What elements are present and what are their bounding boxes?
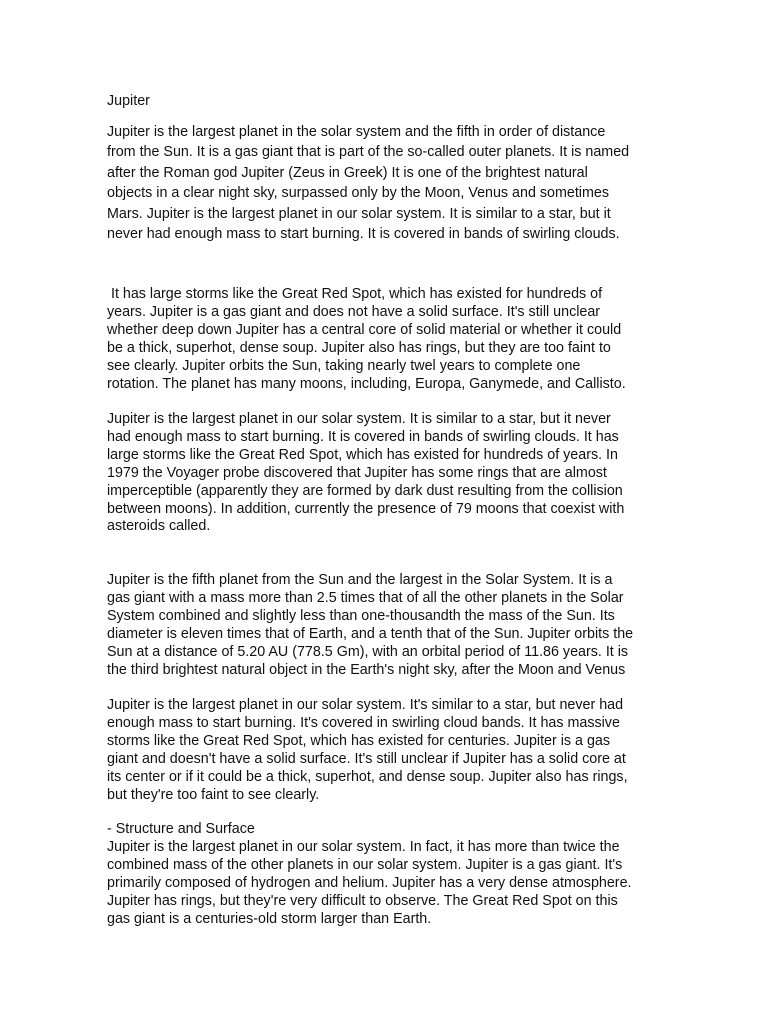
paragraph-intro: Jupiter is the largest planet in the solar system and the fifth in order of distance from the Sun. It is a gas giant that is part of the so-called outer planets. It is named after the Roman god Jupiter (Zeus in Greek) It is one of the brightest natural objects in a clear night sky, surpassed only by the Moon, Venus and sometimes Mars. Jupiter is the largest planet in our solar system. It is similar to a star, but it never had enough mass to start burning. It is covered in bands of swirling clouds. (107, 124, 630, 243)
paragraph-voyager: Jupiter is the largest planet in our solar system. It is similar to a star, but it never had enough mass to start burning. It is covered in bands of swirling clouds. It has large storms like the Great Red Spot, which has existed for hundreds of years. In 1979 the Voyager probe discovered that Jupiter has some rings that are almost imperceptible (apparently they are formed by dark dust resulting from the collision between moons). In addition, currently the presence of 79 moons that coexist with asteroids called. (107, 411, 625, 535)
document-title: Jupiter (107, 93, 150, 109)
paragraph-solid-surface: Jupiter is the largest planet in our solar system. It's similar to a star, but never had enough mass to start burning. It's covered in swirling cloud bands. It has massive storms like the Great Red Spot, which has existed for centuries. Jupiter is a gas giant and doesn't have a solid surface. It's still unclear if Jupiter has a solid core at its center or if it could be a thick, superhot, and dense soup. Jupiter also has rings, but they're too faint to see clearly. (107, 697, 628, 803)
paragraph-storms: It has large storms like the Great Red Spot, which has existed for hundreds of years. Jupiter is a gas giant and does not have a solid surface. It's still unclear whether deep down Jupiter has a central core of solid material or whether it could be a thick, superhot, dense soup. Jupiter also has rings, but they are too faint to see clearly. Jupiter orbits the Sun, taking nearly twel years to complete one rotation. The planet has many moons, including, Europa, Ganymede, and Callisto. (107, 286, 626, 392)
paragraph-fifth-planet: Jupiter is the fifth planet from the Sun and the largest in the Solar System. It is a gas giant with a mass more than 2.5 times that of all the other planets in the Solar System combined and slightly less than one-thousandth the mass of the Sun. Its diameter is eleven times that of Earth, and a tenth that of the Sun. Jupiter orbits the Sun at a distance of 5.20 AU (778.5 Gm), with an orbital period of 11.86 years. It is the third brightest natural object in the Earth's night sky, after the Moon and Venus (107, 572, 634, 678)
paragraph-structure-surface: - Structure and Surface Jupiter is the largest planet in our solar system. In fact, it has more than twice the combined mass of the other planets in our solar system. Jupiter is a gas giant. It's primarily composed of hydrogen and helium. Jupiter has a very dense atmosphere. Jupiter has rings, but they're very difficult to observe. The Great Red Spot on this gas giant is a centuries-old storm larger than Earth. (107, 821, 632, 927)
